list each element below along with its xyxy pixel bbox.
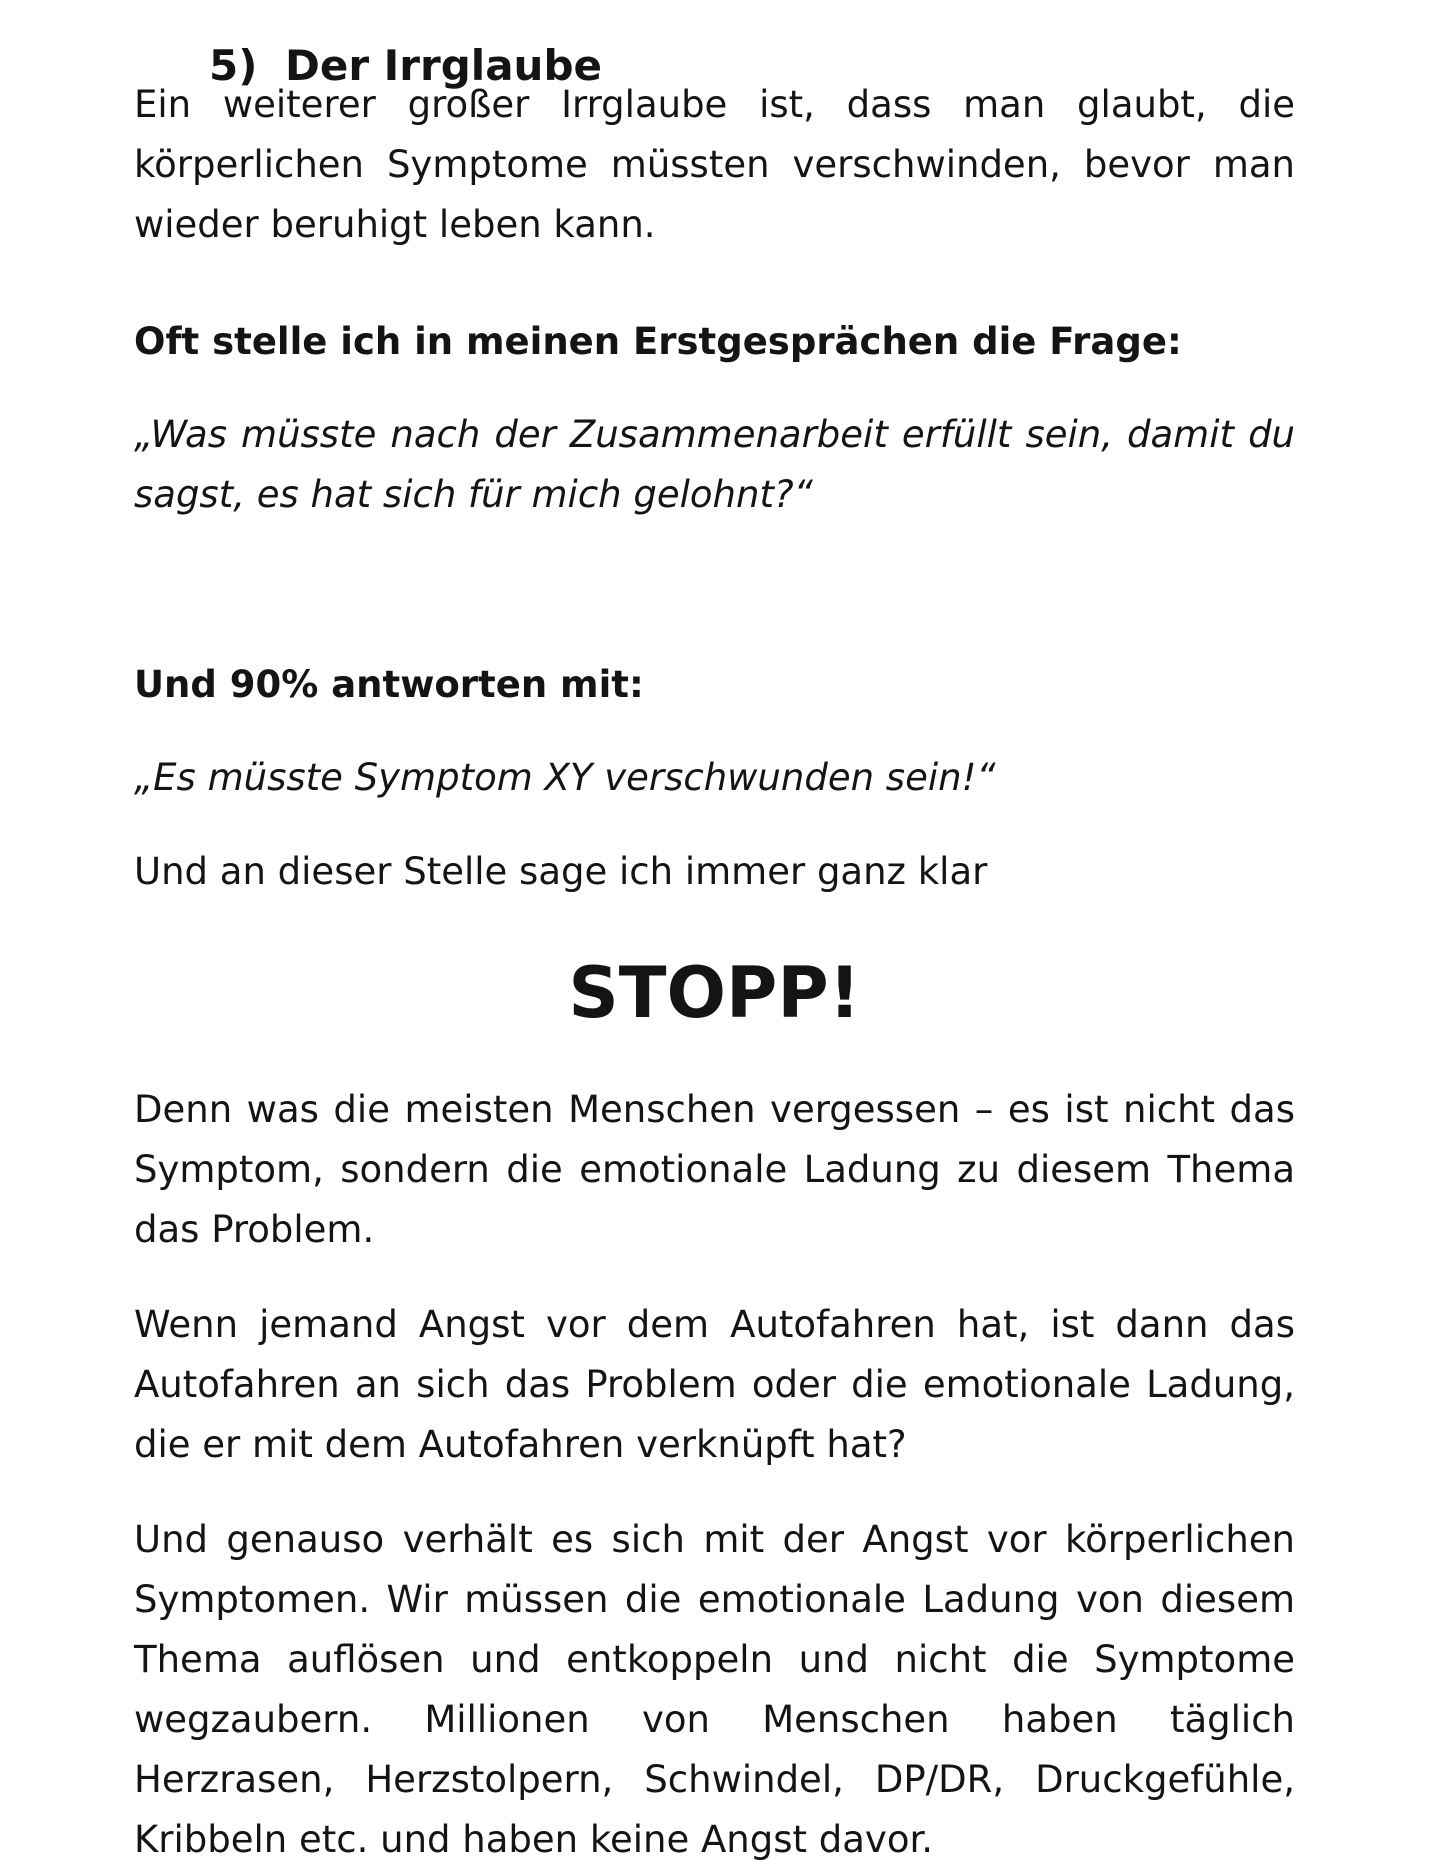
example-paragraph: Wenn jemand Angst vor dem Autofahren hat, ist dann das Autofahren an sich das Problem oder die emotionale Ladung, die er mit dem Autofahren verknüpft hat? [134,1303,1295,1466]
section-title: Der Irrglaube [285,40,602,90]
section-number: 5) [209,40,258,90]
transition-sentence: Und an dieser Stelle sage ich immer ganz klar [134,850,988,893]
question-quote: „Was müsste nach der Zusammenarbeit erfüllt sein, damit du sagst, es hat sich für mich gelohnt?“ [134,413,1295,516]
answer-lead: Und 90% antworten mit: [134,663,644,706]
explanation-paragraph: Denn was die meisten Menschen vergessen – es ist nicht das Symptom, sondern die emotionale Ladung zu diesem Thema das Problem. [134,1088,1295,1251]
intro-paragraph: Ein weiterer großer Irrglaube ist, dass man glaubt, die körperlichen Symptome müssten verschwinden, bevor man wieder beruhigt leben kann. [134,83,1295,246]
conclusion-paragraph: Und genauso verhält es sich mit der Angst vor körperlichen Symptomen. Wir müssen die emotionale Ladung von diesem Thema auflösen und entkoppeln und nicht die Symptome wegzaubern. Millionen von Menschen haben täglich Herzrasen, Herzstolpern, Schwindel, DP/DR, Druckgefühle, Kribbeln etc. und haben keine Angst davor. [134,1518,1295,1861]
question-lead: Oft stelle ich in meinen Erstgesprächen die Frage: [134,320,1182,363]
answer-quote: „Es müsste Symptom XY verschwunden sein!“ [134,756,996,799]
stopp-callout: STOPP! [568,952,861,1034]
